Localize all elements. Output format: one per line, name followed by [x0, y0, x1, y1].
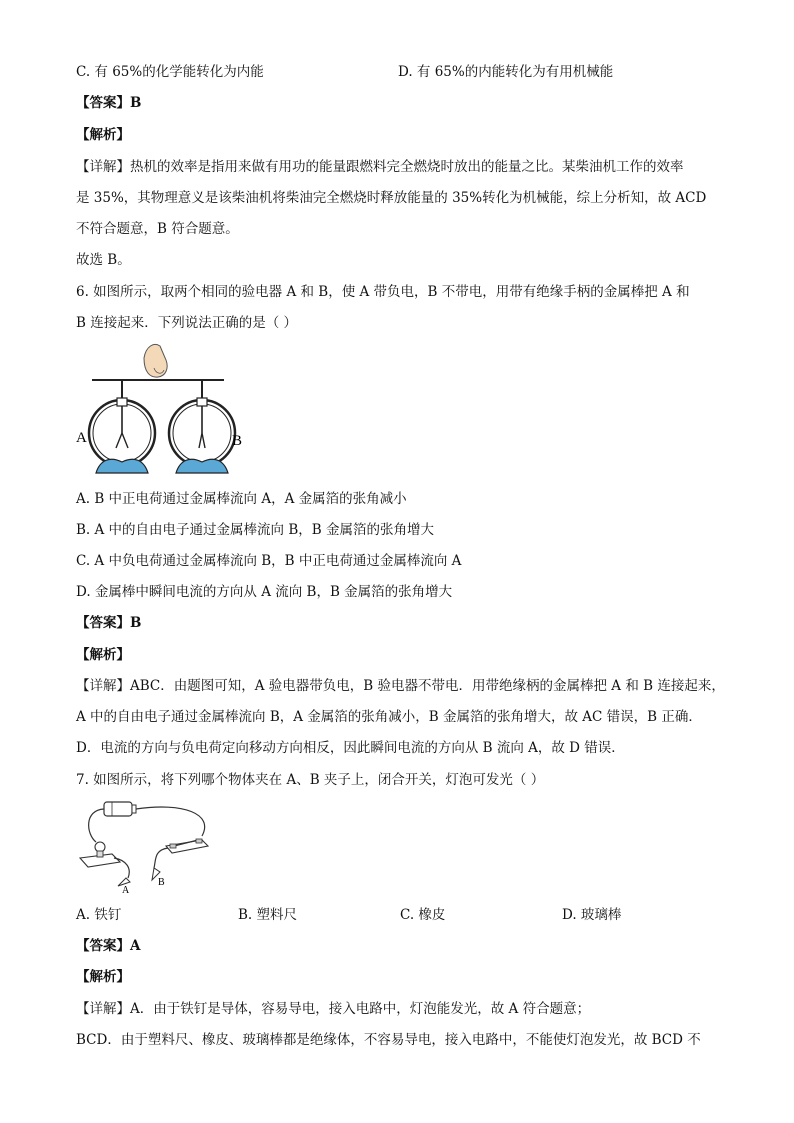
- q6-analysis-label: 【解析】: [76, 647, 130, 663]
- q7-option-d: D. 玻璃棒: [562, 907, 622, 923]
- electroscope-label-a: A: [76, 430, 87, 446]
- q6-answer: 【答案】B: [76, 615, 142, 631]
- switch-icon: [166, 839, 208, 853]
- q5-answer: 【答案】B: [76, 95, 142, 111]
- q7-analysis-label: 【解析】: [76, 969, 130, 985]
- electroscope-b: [169, 380, 235, 473]
- q5-option-d: D. 有 65%的内能转化为有用机械能: [398, 64, 614, 80]
- q5-detail-line-2: 是 35%，其物理意义是该柴油机将柴油完全燃烧时释放能量的 35%转化为机械能，综上分析知，故 ACD: [76, 190, 707, 206]
- q7-detail-line-2: BCD．由于塑料尺、橡皮、玻璃棒都是绝缘体，不容易导电，接入电路中，不能使灯泡发光，故 BCD 不: [76, 1032, 701, 1048]
- q6-option-b: B. A 中的自由电子通过金属棒流向 B，B 金属箔的张角增大: [76, 522, 434, 538]
- clip-label-b: B: [158, 877, 165, 888]
- q6-detail-line-2: A 中的自由电子通过金属棒流向 B，A 金属箔的张角减小，B 金属箔的张角增大，故 AC 错误，B 正确．: [76, 709, 702, 725]
- circuit-figure: [74, 796, 224, 894]
- q6-option-c: C. A 中负电荷通过金属棒流向 B，B 中正电荷通过金属棒流向 A: [76, 553, 462, 569]
- q5-conclusion: 故选 B。: [76, 252, 131, 268]
- bulb-icon: [80, 842, 120, 867]
- clip-label-a: A: [122, 885, 130, 894]
- q6-option-a: A. B 中正电荷通过金属棒流向 A，A 金属箔的张角减小: [76, 491, 407, 507]
- q6-detail-line-3: D．电流的方向与负电荷定向移动方向相反，因此瞬间电流的方向从 B 流向 A，故 D 错误．: [76, 740, 625, 756]
- q7-detail-line-1: 【详解】A．由于铁钉是导体，容易导电，接入电路中，灯泡能发光，故 A 符合题意；: [76, 1001, 591, 1017]
- q6-detail-line-1: 【详解】ABC．由题图可知，A 验电器带负电，B 验电器不带电．用带绝缘柄的金属棒把 A 和 B 连接起来，: [76, 678, 725, 694]
- q7-answer: 【答案】A: [76, 938, 141, 954]
- q6-option-d: D. 金属棒中瞬间电流的方向从 A 流向 B，B 金属箔的张角增大: [76, 584, 453, 600]
- electroscope-figure: [74, 338, 254, 480]
- battery-icon: [104, 802, 136, 816]
- q5-option-c: C. 有 65%的化学能转化为内能: [76, 64, 264, 80]
- q6-stem-line-1: 6. 如图所示，取两个相同的验电器 A 和 B，使 A 带负电，B 不带电，用带有绝缘手柄的金属棒把 A 和: [76, 284, 690, 300]
- q7-option-c: C. 橡皮: [400, 907, 446, 923]
- electroscope-label-b: B: [232, 433, 243, 449]
- q5-analysis-label: 【解析】: [76, 127, 130, 143]
- q5-detail-line-3: 不符合题意，B 符合题意。: [76, 221, 239, 237]
- q6-stem-line-2: B 连接起来．下列说法正确的是（ ）: [76, 315, 298, 331]
- q7-option-a: A. 铁钉: [76, 907, 122, 923]
- electroscope-a: [89, 380, 155, 473]
- q5-detail-line-1: 【详解】热机的效率是指用来做有用功的能量跟燃料完全燃烧时放出的能量之比。某柴油机工作的效率: [76, 159, 684, 175]
- q7-stem: 7. 如图所示，将下列哪个物体夹在 A、B 夹子上，闭合开关，灯泡可发光（ ）: [76, 772, 545, 788]
- q7-option-b: B. 塑料尺: [238, 907, 298, 923]
